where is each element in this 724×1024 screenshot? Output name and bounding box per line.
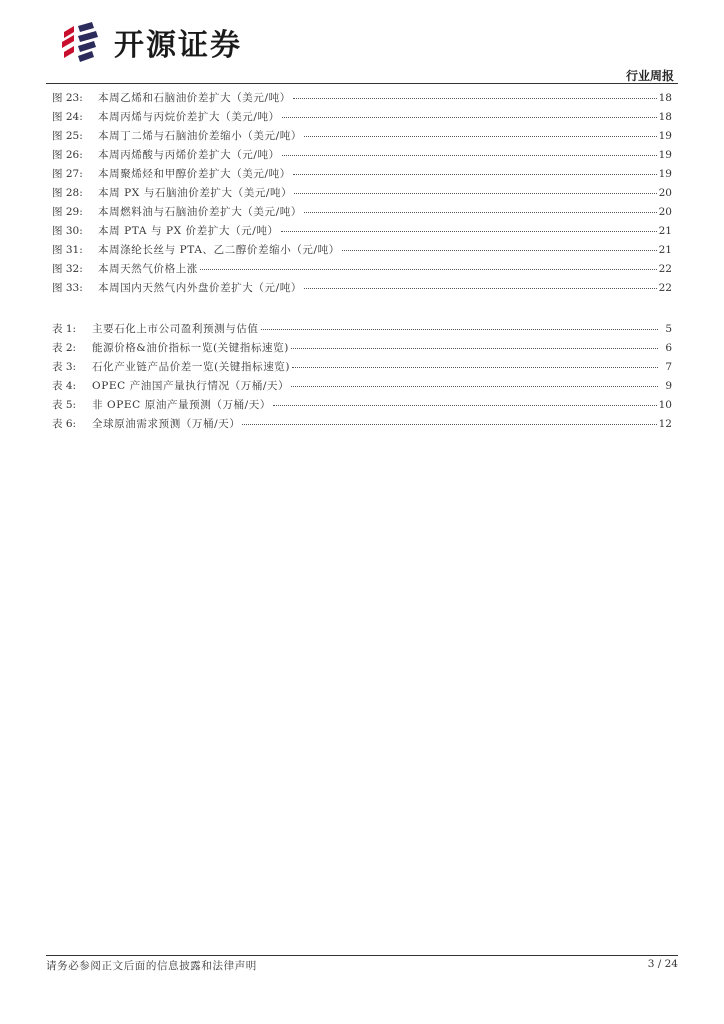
dot-leader [304, 288, 657, 289]
header-divider [46, 83, 678, 84]
figure-entry-label: 图 28: [52, 187, 83, 199]
table-entry[interactable] [52, 321, 672, 340]
footer-divider [46, 955, 678, 956]
figure-entry-title[interactable]: 本周国内天然气内外盘价差扩大（元/吨） [98, 282, 302, 294]
table-entry-page-number[interactable]: 9 [665, 380, 672, 392]
dot-leader [291, 348, 658, 349]
figure-list [52, 90, 672, 299]
figure-entry-page-number[interactable]: 22 [658, 282, 672, 294]
dot-leader [304, 136, 657, 137]
figure-entry[interactable] [52, 261, 672, 280]
figure-entry-page-number[interactable]: 20 [658, 206, 672, 218]
figure-entry-page-number[interactable]: 21 [658, 225, 672, 237]
figure-entry-page-number[interactable]: 21 [658, 244, 672, 256]
figure-entry-title[interactable]: 本周涤纶长丝与 PTA、乙二醇价差缩小（元/吨） [98, 244, 340, 256]
figure-entry-page-number[interactable]: 18 [658, 111, 672, 123]
figure-entry-label: 图 25: [52, 130, 83, 142]
table-entry-page-number[interactable]: 7 [665, 361, 672, 373]
dot-leader [242, 424, 656, 425]
table-entry-title[interactable]: 主要石化上市公司盈利预测与估值 [92, 323, 259, 335]
figure-entry-label: 图 27: [52, 168, 83, 180]
table-entry-label: 表 4: [52, 380, 77, 392]
logo-text: 开源证券 [114, 28, 242, 63]
table-list [52, 321, 672, 435]
table-entry[interactable] [52, 359, 672, 378]
company-logo [58, 20, 242, 64]
figure-entry-title[interactable]: 本周天然气价格上涨 [98, 263, 198, 275]
dot-leader [273, 405, 657, 406]
dot-leader [293, 174, 657, 175]
table-entry-label: 表 3: [52, 361, 77, 373]
footer-disclaimer: 请务必参阅正文后面的信息披露和法律声明 [46, 960, 257, 972]
figure-entry[interactable] [52, 90, 672, 109]
dot-leader [293, 98, 657, 99]
figure-entry[interactable] [52, 280, 672, 299]
table-entry[interactable] [52, 340, 672, 359]
figure-entry-page-number[interactable]: 19 [658, 149, 672, 161]
table-entry-page-number[interactable]: 10 [658, 399, 672, 411]
figure-entry[interactable] [52, 109, 672, 128]
figure-entry-title[interactable]: 本周丙烯与丙烷价差扩大（美元/吨） [98, 111, 280, 123]
figure-entry-label: 图 24: [52, 111, 83, 123]
page-indicator: 3 / 24 [647, 958, 678, 970]
table-entry-label: 表 2: [52, 342, 77, 354]
dot-leader [294, 193, 656, 194]
figure-entry-label: 图 31: [52, 244, 83, 256]
figure-entry-title[interactable]: 本周 PTA 与 PX 价差扩大（元/吨） [98, 225, 279, 237]
figure-entry[interactable] [52, 242, 672, 261]
figure-entry-title[interactable]: 本周 PX 与石脑油价差扩大（美元/吨） [98, 187, 293, 199]
table-entry[interactable] [52, 397, 672, 416]
figure-entry-label: 图 33: [52, 282, 83, 294]
dot-leader [304, 212, 657, 213]
table-entry[interactable] [52, 378, 672, 397]
figure-entry[interactable] [52, 128, 672, 147]
figure-entry[interactable] [52, 166, 672, 185]
figure-entry-page-number[interactable]: 18 [658, 92, 672, 104]
dot-leader [282, 117, 657, 118]
table-entry-title[interactable]: 全球原油需求预测（万桶/天） [92, 418, 241, 430]
dot-leader [200, 269, 657, 270]
figure-entry-title[interactable]: 本周丙烯酸与丙烯价差扩大（元/吨） [98, 149, 280, 161]
dot-leader [342, 250, 657, 251]
figure-entry-label: 图 30: [52, 225, 83, 237]
table-entry-title[interactable]: 能源价格&油价指标一览(关键指标速览) [92, 342, 289, 354]
figure-entry-label: 图 23: [52, 92, 83, 104]
dot-leader [261, 329, 659, 330]
figure-entry[interactable] [52, 223, 672, 242]
figure-entry-label: 图 32: [52, 263, 83, 275]
figure-entry-page-number[interactable]: 20 [658, 187, 672, 199]
table-entry-label: 表 6: [52, 418, 77, 430]
figure-entry-title[interactable]: 本周丁二烯与石脑油价差缩小（美元/吨） [98, 130, 302, 142]
dot-leader [292, 367, 658, 368]
table-entry-title[interactable]: OPEC 产油国产量执行情况（万桶/天） [92, 380, 290, 392]
table-entry-label: 表 5: [52, 399, 77, 411]
figure-entry-label: 图 26: [52, 149, 83, 161]
table-entry-label: 表 1: [52, 323, 77, 335]
table-entry-page-number[interactable]: 6 [665, 342, 672, 354]
figure-entry-title[interactable]: 本周燃料油与石脑油价差扩大（美元/吨） [98, 206, 302, 218]
figure-entry-title[interactable]: 本周聚烯烃和甲醇价差扩大（美元/吨） [98, 168, 291, 180]
figure-entry[interactable] [52, 147, 672, 166]
figure-entry[interactable] [52, 204, 672, 223]
table-entry-page-number[interactable]: 5 [665, 323, 672, 335]
figure-entry[interactable] [52, 185, 672, 204]
dot-leader [282, 155, 657, 156]
dot-leader [291, 386, 658, 387]
figure-entry-page-number[interactable]: 19 [658, 130, 672, 142]
dot-leader [281, 231, 657, 232]
figure-entry-title[interactable]: 本周乙烯和石脑油价差扩大（美元/吨） [98, 92, 291, 104]
kaiyuan-logo-icon [58, 20, 110, 64]
figure-entry-page-number[interactable]: 22 [658, 263, 672, 275]
figure-entry-label: 图 29: [52, 206, 83, 218]
table-entry[interactable] [52, 416, 672, 435]
table-entry-title[interactable]: 非 OPEC 原油产量预测（万桶/天） [92, 399, 271, 411]
figure-entry-page-number[interactable]: 19 [658, 168, 672, 180]
table-entry-page-number[interactable]: 12 [658, 418, 672, 430]
table-entry-title[interactable]: 石化产业链产品价差一览(关键指标速览) [92, 361, 291, 373]
report-type-label: 行业周报 [625, 69, 674, 83]
